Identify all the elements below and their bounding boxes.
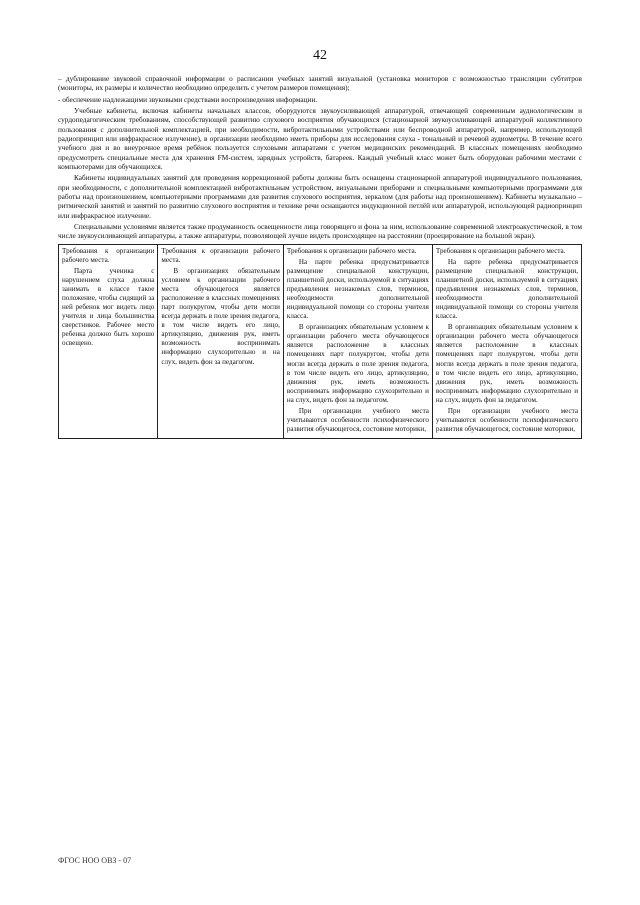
paragraph: Кабинеты индивидуальных занятий для проведения коррекционной работы должны быть оснащены стационарной аппаратурой индивидуального пользования, при необходимости, с дополнительной комплектацией вибротактильным устройством, визуальными приборами и специальными компьютерными программами для работы над произношением, компьютерными программами для развития слухового восприятия, зеркалом (для работы над произношением). Кабинеты музыкально – ритмической занятий и занятий по развитию слухового восприятия и технике речи оснащаются индукционной петлёй или аппаратурой, использующей радиопринцип или инфракрасное излучение. bbox=[58, 173, 582, 220]
table-cell bbox=[283, 244, 432, 439]
paragraph: – дублирование звуковой справочной информации о расписании учебных занятий визуальной (установка мониторов с возможностью трансляции субтитров (мониторы, их размеры и количество необходимо определить с учетом размеров помещения); bbox=[58, 74, 582, 93]
paragraph: - обеспечение надлежащими звуковыми средствами воспроизведения информации. bbox=[58, 94, 318, 104]
paragraph: Учебные кабинеты, включая кабинеты начальных классов, оборудуются звукоусиливающей аппаратурой, отвечающей современным аудиологическим и сурдопедагогическим требованиям, способствующей развитию слухового восприятия обучающихся (стационарной звукоусиливающей аппаратурой коллективного пользования с дополнительной комплектацией, при необходимости, вибротактильными устройствами или беспроводной аппаратурой, например, использующей радиопринцип или инфракрасное излучение), в организации необходимо иметь приборы для исследования слуха - тональный и речевой аудиометры. В течение всего учебного дня и во внеурочное время ребёнок пользуется слуховыми аппаратами с учетом медицинских рекомендаций. В классных помещениях необходимо предусмотреть специальные места для хранения FM-систем, зарядных устройств, батареек. Каждый учебный класс может быть оборудован рабочими местами с компьютерами для обучающихся. bbox=[58, 105, 582, 171]
paragraph: Специальными условиями является также продуманность освещенности лица говорящего и фона за ним, использование современной электроакустической, в том числе звукоусиливающей аппаратуры, а также аппаратуры, позволяющей лучше видеть происходящее на расстоянии (проецирование на большой экран). bbox=[58, 221, 582, 241]
cell-heading: Требования к организации рабочего места. bbox=[435, 246, 566, 255]
table-cell bbox=[158, 244, 284, 439]
cell-paragraph: В организациях обязательным условием к организации рабочего места обучающегося является расположение в классных помещениях парт полукругом, чтобы дети могли всегда держать в поле зрения педагога, в том числе видеть его лицо, артикуляцию, движения рук, иметь возможность воспринимать информацию слухозрительно и на слух, видеть фон за педагогом. bbox=[435, 323, 578, 404]
table-cell bbox=[59, 244, 158, 439]
cell-heading: Требования к организации рабочего места. bbox=[62, 246, 155, 264]
cell-paragraph: В организациях обязательным условием к организации рабочего места обучающегося является расположение в классных помещениях парт полукругом, чтобы дети могли всегда держать в поле зрения педагога, в том числе видеть его лицо, артикуляцию, движения рук, иметь возможность воспринимать информацию слухозрительно и на слух, видеть фон за педагогом. bbox=[286, 323, 429, 404]
cell-paragraph: При организации учебного места учитываются особенности психофизического развития обучающегося, состояние моторики, bbox=[286, 406, 429, 434]
page-footer: ФГОС НОО ОВЗ - 07 bbox=[58, 856, 132, 865]
cell-paragraph: При организации учебного места учитываются особенности психофизического развития обучающегося, состояние моторики, bbox=[435, 406, 578, 434]
page-number: 42 bbox=[313, 48, 327, 63]
cell-paragraph: На парте ребенка предусматривается размещение специальной конструкции, планшетной доски, используемой в ситуациях предъявления незнакомых слов, терминов, необходимости дополнительной индивидуальной помощи со стороны учителя класса. bbox=[435, 257, 578, 321]
page-content bbox=[58, 74, 582, 439]
table-row bbox=[59, 244, 582, 439]
table-cell bbox=[432, 244, 581, 439]
cell-paragraph: В организациях обязательным условием к организации рабочего места обучающегося является расположение в классных помещениях парт полукругом, чтобы дети могли всегда держать в поле зрения педагога, в том числе видеть его лицо, артикуляцию, движения рук, иметь возможность воспринимать информацию слухозрительно и на слух, видеть фон за педагогом. bbox=[161, 266, 280, 366]
cell-paragraph: Парта ученика с нарушением слуха должна занимать в классе такое положение, чтобы сидящий за ней ребенок мог видеть лицо учителя и лица большинства сверстников. Рабочее место ребенка должно быть хорошо освещено. bbox=[62, 266, 155, 348]
cell-paragraph: На парте ребенка предусматривается размещение специальной конструкции, планшетной доски, используемой в ситуациях предъявления незнакомых слов, терминов, необходимости дополнительной индивидуальной помощи со стороны учителя класса. bbox=[286, 257, 429, 321]
cell-heading: Требования к организации рабочего места. bbox=[286, 246, 417, 255]
requirements-table bbox=[58, 244, 582, 440]
cell-heading: Требования к организации рабочего места. bbox=[161, 246, 280, 264]
